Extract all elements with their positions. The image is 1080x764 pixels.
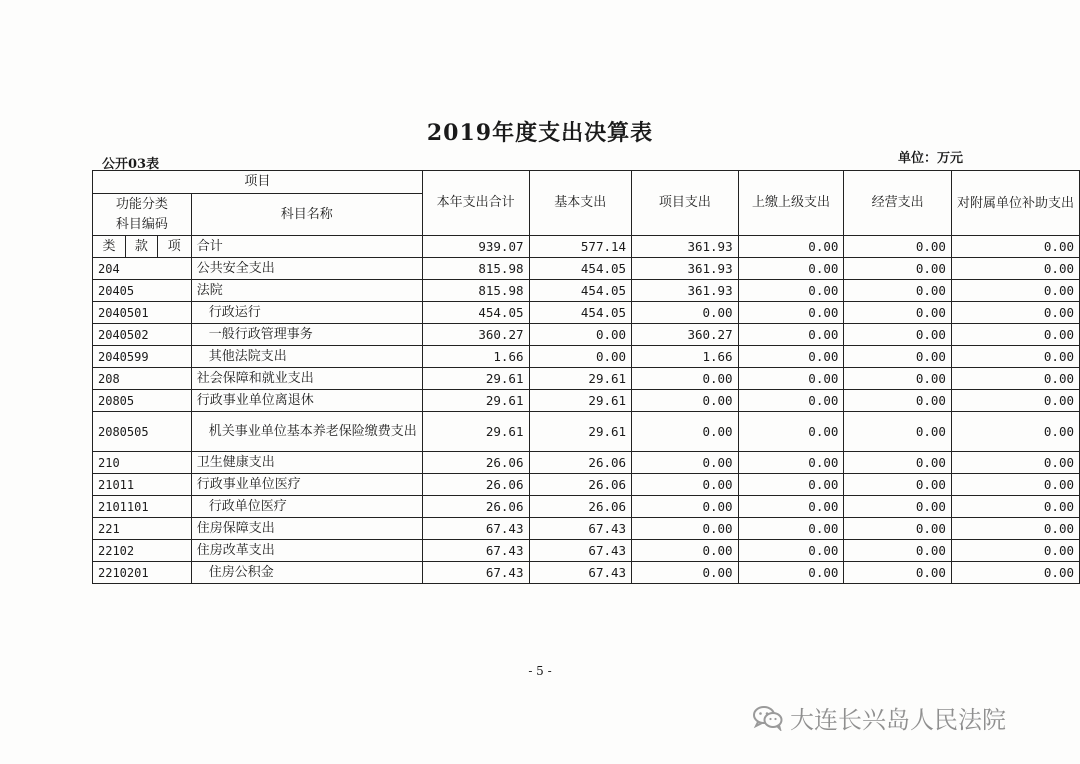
subject-name-text: 行政事业单位离退休 [196,392,314,408]
cell-total: 67.43 [422,562,529,584]
cell-subsidy: 0.00 [951,390,1079,412]
cell-project: 0.00 [632,518,739,540]
subject-code: 21011 [93,474,192,496]
table-row [93,390,1080,412]
subject-code: 2040599 [93,346,192,368]
subject-name [191,452,422,474]
subject-name [191,474,422,496]
table-row [93,474,1080,496]
cell-basic: 67.43 [529,540,632,562]
cell-basic: 454.05 [529,302,632,324]
cell-basic: 29.61 [529,390,632,412]
cell-subsidy: 0.00 [951,540,1079,562]
subject-name [191,236,422,258]
cell-business: 0.00 [844,280,952,302]
cell-project: 0.00 [632,302,739,324]
subject-name-text: 行政运行 [208,304,261,320]
subject-name [191,496,422,518]
table-row [93,452,1080,474]
cell-total: 67.43 [422,518,529,540]
cell-subsidy: 0.00 [951,562,1079,584]
subject-name [191,562,422,584]
header-basic: 基本支出 [529,171,632,236]
cell-business: 0.00 [844,302,952,324]
document-title: 2019年度支出决算表 [426,120,654,146]
cell-basic: 454.05 [529,258,632,280]
subject-name [191,258,422,280]
cell-project: 1.66 [632,346,739,368]
cell-business: 0.00 [844,258,952,280]
header-func-code [93,194,192,236]
cell-subsidy: 0.00 [951,496,1079,518]
subject-name-text: 行政事业单位医疗 [196,476,301,492]
cell-business: 0.00 [844,412,952,452]
subject-name-text: 卫生健康支出 [196,454,275,470]
cell-total: 29.61 [422,368,529,390]
table-row [93,258,1080,280]
cell-total: 29.61 [422,390,529,412]
cell-basic: 454.05 [529,280,632,302]
table-row [93,324,1080,346]
header-subsidy: 对附属单位补助支出 [951,171,1079,236]
subject-name [191,368,422,390]
cell-upper: 0.00 [738,474,844,496]
cell-upper: 0.00 [738,280,844,302]
cell-basic: 67.43 [529,562,632,584]
cell-basic: 29.61 [529,368,632,390]
table-row [93,346,1080,368]
cell-total: 67.43 [422,540,529,562]
cell-total: 26.06 [422,496,529,518]
cell-total: 360.27 [422,324,529,346]
table-row [93,540,1080,562]
cell-subsidy: 0.00 [951,518,1079,540]
table-row [93,236,1080,258]
cell-upper: 0.00 [738,452,844,474]
cell-business: 0.00 [844,346,952,368]
subject-code: 2040502 [93,324,192,346]
cell-project: 0.00 [632,368,739,390]
cell-total: 26.06 [422,474,529,496]
cell-total: 815.98 [422,280,529,302]
unit-label: 单位：万元 [898,151,964,166]
cell-upper: 0.00 [738,518,844,540]
subject-name [191,302,422,324]
cell-project: 360.27 [632,324,739,346]
watermark-text: 大连长兴岛人民法院 [790,706,1006,734]
expenditure-table [92,170,1080,584]
header-total: 本年支出合计 [422,171,529,236]
cell-business: 0.00 [844,562,952,584]
subject-code: 2040501 [93,302,192,324]
cell-project: 0.00 [632,390,739,412]
subject-name-text: 公共安全支出 [196,260,275,276]
cell-subsidy: 0.00 [951,368,1079,390]
wechat-icon [752,705,784,731]
header-func-code-line2: 科目编码 [115,216,168,232]
cell-project: 0.00 [632,412,739,452]
subject-name [191,518,422,540]
subject-name [191,324,422,346]
cell-business: 0.00 [844,324,952,346]
subject-name-text: 住房公积金 [208,564,274,580]
header-item: 项目 [93,171,423,194]
cell-basic: 29.61 [529,412,632,452]
subject-code: 20405 [93,280,192,302]
watermark [752,700,1006,735]
cell-upper: 0.00 [738,390,844,412]
cell-project: 361.93 [632,236,739,258]
form-number: 公开03表 [102,157,160,172]
cell-subsidy: 0.00 [951,258,1079,280]
cell-business: 0.00 [844,390,952,412]
subject-name-text: 社会保障和就业支出 [196,370,314,386]
subject-name [191,540,422,562]
cell-subsidy: 0.00 [951,452,1079,474]
cell-upper: 0.00 [738,258,844,280]
cell-upper: 0.00 [738,346,844,368]
cell-business: 0.00 [844,368,952,390]
subject-code: 2210201 [93,562,192,584]
subject-name [191,346,422,368]
header-business: 经营支出 [844,171,952,236]
table-row [93,412,1080,452]
cell-business: 0.00 [844,540,952,562]
table-row [93,518,1080,540]
cell-project: 0.00 [632,474,739,496]
subject-name-text: 合计 [196,238,223,254]
cell-project: 0.00 [632,562,739,584]
subject-code: 221 [93,518,192,540]
cell-upper: 0.00 [738,496,844,518]
cell-upper: 0.00 [738,540,844,562]
table-row [93,302,1080,324]
cell-subsidy: 0.00 [951,236,1079,258]
header-project: 项目支出 [632,171,739,236]
cell-upper: 0.00 [738,302,844,324]
header-xiang: 项 [157,236,191,258]
subject-code: 2101101 [93,496,192,518]
cell-subsidy: 0.00 [951,302,1079,324]
subject-code: 208 [93,368,192,390]
page-number: - 5 - [528,664,552,678]
cell-project: 0.00 [632,540,739,562]
header-kuan: 款 [125,236,157,258]
header-upper: 上缴上级支出 [738,171,844,236]
subject-name [191,280,422,302]
cell-subsidy: 0.00 [951,474,1079,496]
cell-basic: 26.06 [529,474,632,496]
subject-code: 210 [93,452,192,474]
cell-basic: 67.43 [529,518,632,540]
cell-upper: 0.00 [738,324,844,346]
subject-name-text: 住房改革支出 [196,542,275,558]
cell-total: 939.07 [422,236,529,258]
header-lei: 类 [93,236,126,258]
cell-basic: 26.06 [529,496,632,518]
cell-upper: 0.00 [738,236,844,258]
cell-project: 361.93 [632,280,739,302]
cell-upper: 0.00 [738,368,844,390]
header-subject-name: 科目名称 [191,194,422,236]
cell-basic: 0.00 [529,324,632,346]
cell-total: 1.66 [422,346,529,368]
subject-name-text: 其他法院支出 [208,348,287,364]
table-row [93,562,1080,584]
cell-total: 815.98 [422,258,529,280]
cell-business: 0.00 [844,236,952,258]
subject-name-text: 住房保障支出 [196,520,275,536]
cell-basic: 577.14 [529,236,632,258]
cell-project: 0.00 [632,452,739,474]
cell-subsidy: 0.00 [951,412,1079,452]
subject-name-text: 行政单位医疗 [208,498,287,514]
cell-business: 0.00 [844,474,952,496]
subject-name-text: 机关事业单位基本养老保险缴费支出 [208,424,417,439]
subject-code: 204 [93,258,192,280]
cell-upper: 0.00 [738,412,844,452]
cell-total: 29.61 [422,412,529,452]
cell-project: 0.00 [632,496,739,518]
subject-code: 22102 [93,540,192,562]
cell-basic: 0.00 [529,346,632,368]
cell-business: 0.00 [844,452,952,474]
subject-name-text: 一般行政管理事务 [208,326,313,342]
cell-business: 0.00 [844,496,952,518]
subject-name-text: 法院 [196,282,223,298]
cell-upper: 0.00 [738,562,844,584]
subject-name [191,390,422,412]
subject-name [191,412,422,452]
table-row [93,280,1080,302]
cell-subsidy: 0.00 [951,346,1079,368]
subject-code: 2080505 [93,412,192,452]
cell-basic: 26.06 [529,452,632,474]
cell-subsidy: 0.00 [951,324,1079,346]
cell-project: 361.93 [632,258,739,280]
table-row [93,496,1080,518]
cell-total: 454.05 [422,302,529,324]
subject-code: 20805 [93,390,192,412]
table-row [93,368,1080,390]
header-func-code-line1: 功能分类 [115,196,168,212]
cell-subsidy: 0.00 [951,280,1079,302]
cell-business: 0.00 [844,518,952,540]
cell-total: 26.06 [422,452,529,474]
